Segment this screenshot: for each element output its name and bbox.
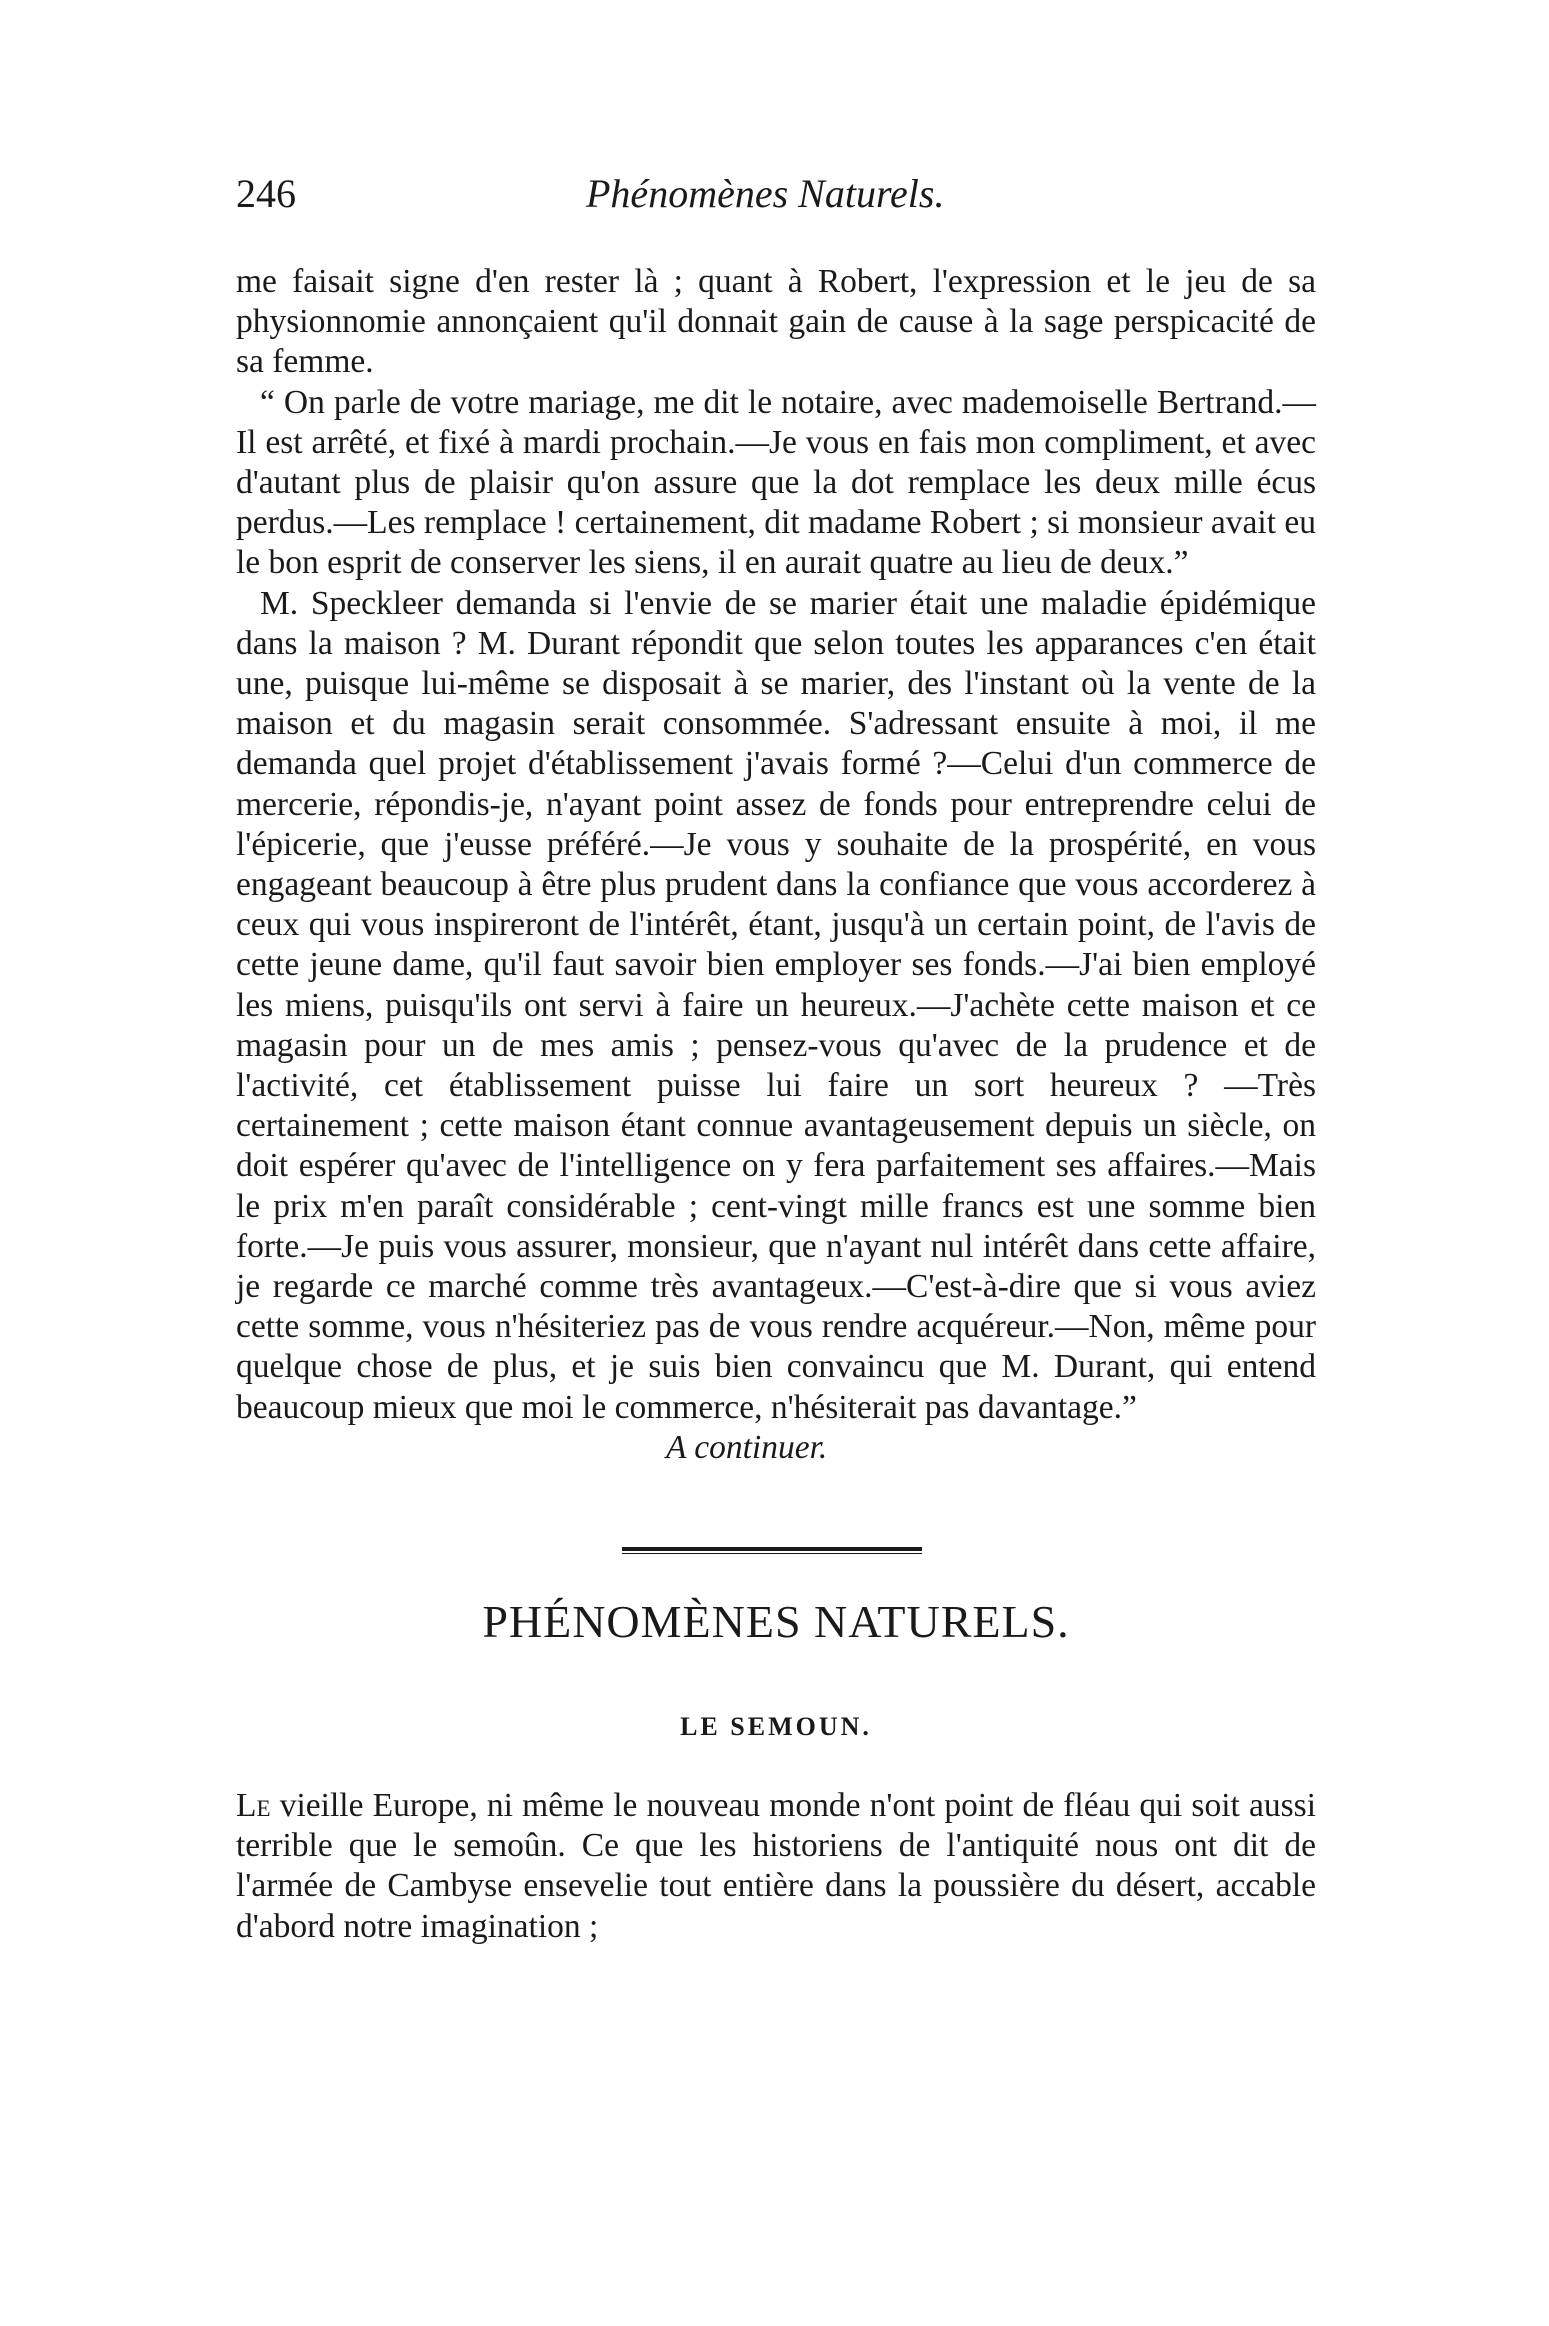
- story-text: [236, 262, 1316, 1468]
- story-paragraph-2: “ On parle de votre mariage, me dit le notaire, avec mademoiselle Bertrand.—Il est arrêté, et fixé à mardi prochain.—Je vous en fais mon compliment, et avec d'autant plus de plaisir qu'on assure que la dot remplace les deux mille écus perdus.—Les remplace ! certainement, dit madame Robert ; si monsieur avait eu le bon esprit de conserver les siens, il en aurait quatre au lieu de deux.”: [236, 383, 1316, 582]
- section-text: [236, 1786, 1316, 1947]
- section-subtitle: LE SEMOUN.: [680, 1712, 872, 1741]
- running-head: [236, 170, 1316, 230]
- section-divider-rule: [622, 1547, 922, 1554]
- section-paragraph-1: [236, 1786, 1316, 1947]
- running-title: Phénomènes Naturels.: [586, 171, 945, 216]
- opening-word: Le: [236, 1787, 271, 1824]
- section-paragraph-text: vieille Europe, ni même le nouveau monde n'ont point de fléau qui soit aussi terrible que le semoûn. Ce que les historiens de l'antiquité nous ont dit de l'armée de Cambyse ensevelie tout entière dans la poussière du désert, accable d'abord notre imagination ;: [236, 1787, 1317, 1945]
- continuation-note: A continuer.: [666, 1428, 828, 1466]
- section-title: PHÉNOMÈNES NATURELS.: [482, 1596, 1070, 1647]
- story-paragraph-3: M. Speckleer demanda si l'envie de se marier était une maladie épidémique dans la maison ? M. Durant répondit que selon toutes les apparances c'en était une, puisque lui-même se disposait à se marier, des l'instant où la vente de la maison et du magasin serait consommée. S'adressant ensuite à moi, il me demanda quel projet d'établissement j'avais formé ?—Celui d'un commerce de mercerie, répondis-je, n'ayant point assez de fonds pour entreprendre celui de l'épicerie, que j'eusse préféré.—Je vous y souhaite de la prospérité, en vous engageant beaucoup à être plus prudent dans la confiance que vous accorderez à ceux qui vous inspireront de l'intérêt, étant, jusqu'à un certain point, de l'avis de cette jeune dame, qu'il faut savoir bien employer ses fonds.—J'ai bien employé les miens, puisqu'ils ont servi à faire un heureux.—J'achète cette maison et ce magasin pour un de mes amis ; pensez-vous qu'avec de la prudence et de l'activité, cet établissement puisse lui faire un sort heureux ? —Très certainement ; cette maison étant connue avantageusement depuis un siècle, on doit espérer qu'avec de l'intelligence on y fera parfaitement ses affaires.—Mais le prix m'en paraît considérable ; cent-vingt mille francs est une somme bien forte.—Je puis vous assurer, monsieur, que n'ayant nul intérêt dans cette affaire, je regarde ce marché comme très avantageux.—C'est-à-dire que si vous aviez cette somme, vous n'hésiteriez pas de vous rendre acquéreur.—Non, même pour quelque chose de plus, et je suis bien convaincu que M. Durant, qui entend beaucoup mieux que moi le commerce, n'hésiterait pas davantage.”: [236, 584, 1316, 1426]
- page-number: 246: [236, 171, 296, 216]
- story-paragraph-1: me faisait signe d'en rester là ; quant à Robert, l'expression et le jeu de sa physionnomie annonçaient qu'il donnait gain de cause à la sage perspicacité de sa femme.: [236, 263, 1316, 381]
